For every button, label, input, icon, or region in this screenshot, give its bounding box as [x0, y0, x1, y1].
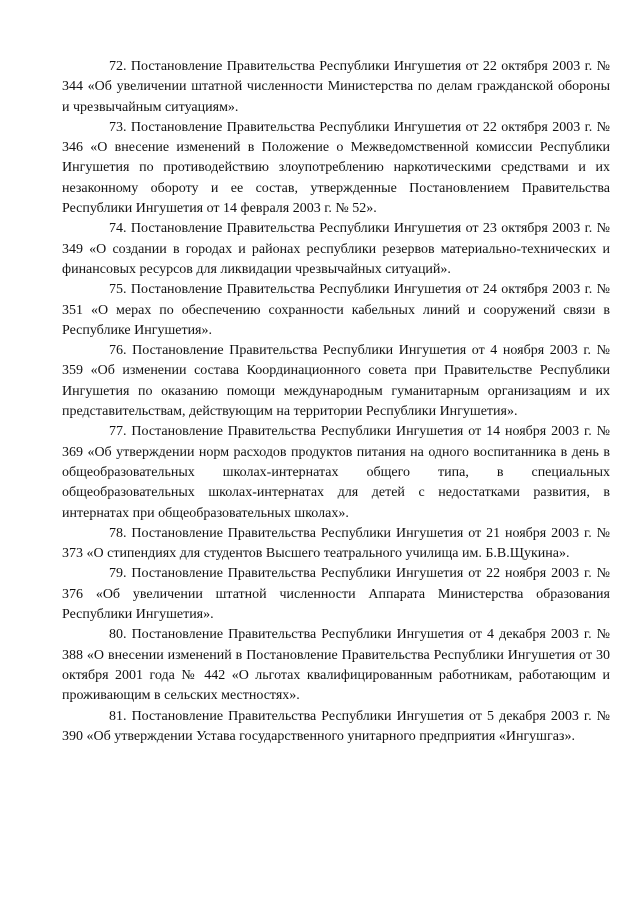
- list-item-77: 77. Постановление Правительства Республики Ингушетия от 14 ноября 2003 г. № 369 «Об утверждении норм расходов продуктов питания на одного воспитанника в день в общеобразовательных школах-интернатах общего типа, в специальных общеобразовательных школах-интернатах для детей с недостатками развития, в интернатах при общеобразовательных школах».: [62, 424, 610, 521]
- list-item-81: 81. Постановление Правительства Республики Ингушетия от 5 декабря 2003 г. № 390 «Об утверждении Устава государственного унитарного предприятия «Ингушгаз».: [62, 708, 610, 744]
- list-item-72: 72. Постановление Правительства Республики Ингушетия от 22 октября 2003 г. № 344 «Об увеличении штатной численности Министерства по делам гражданской обороны и чрезвычайным ситуациям».: [62, 59, 610, 115]
- list-item-79: 79. Постановление Правительства Республики Ингушетия от 22 ноября 2003 г. № 376 «Об увеличении штатной численности Аппарата Министерства образования Республики Ингушетия».: [62, 566, 610, 623]
- list-item-80: 80. Постановление Правительства Республики Ингушетия от 4 декабря 2003 г. № 388 «О внесении изменений в Постановление Правительства Республики Ингушетия от 30 октября 2001 года № 442 «О льготах квалифицированным работникам, работающим и проживающим в сельских местностях».: [62, 627, 610, 704]
- list-item-74: 74. Постановление Правительства Республики Ингушетия от 23 октября 2003 г. № 349 «О создании в городах и районах республики резервов материально-технических и финансовых ресурсов для ликвидации чрезвычайных ситуаций».: [62, 221, 610, 277]
- list-item-73: 73. Постановление Правительства Республики Ингушетия от 22 октября 2003 г. № 346 «О внесение изменений в Положение о Межведомственной комиссии Республики Ингушетия по противодействию злоупотреблению наркотическими средствами и их незаконному обороту и ее состав, утвержденные Постановлением Правительства Республики Ингушетия от 14 февраля 2003 г. № 52».: [62, 119, 610, 217]
- list-item-75: 75. Постановление Правительства Республики Ингушетия от 24 октября 2003 г. № 351 «О мерах по обеспечению сохранности кабельных линий и сооружений связи в Республике Ингушетия».: [62, 282, 610, 338]
- list-item-78: 78. Постановление Правительства Республики Ингушетия от 21 ноября 2003 г. № 373 «О стипендиях для студентов Высшего театрального училища им. Б.В.Щукина».: [62, 525, 610, 562]
- document-page: [62, 57, 610, 747]
- list-item-76: 76. Постановление Правительства Республики Ингушетия от 4 ноября 2003 г. № 359 «Об изменении состава Координационного совета при Правительстве Республики Ингушетия по оказанию помощи международным гуманитарным организациям и их представительствам, действующим на территории Республики Ингушетия».: [62, 343, 610, 420]
